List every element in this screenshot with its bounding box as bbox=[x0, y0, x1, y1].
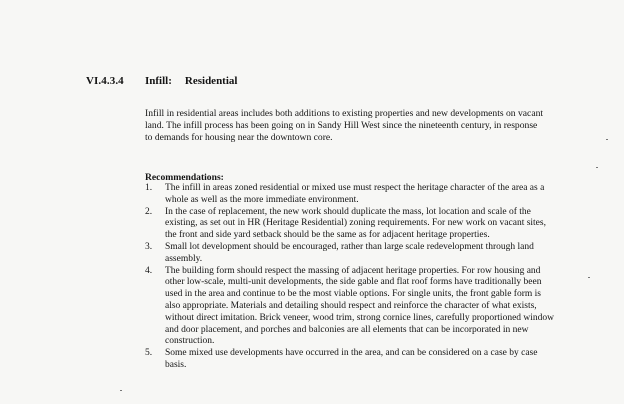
recommendation-item bbox=[145, 183, 555, 207]
recommendation-number: 2. bbox=[145, 206, 153, 217]
recommendation-text: Small lot development should be encouraged, rather than large scale redevelopment through land assembly. bbox=[165, 241, 534, 264]
section-subtitle: Residential bbox=[184, 75, 238, 87]
recommendation-number: 5. bbox=[145, 348, 153, 359]
scan-speck bbox=[606, 139, 608, 140]
recommendations-list bbox=[145, 183, 555, 372]
section-title-label: Infill: bbox=[145, 75, 172, 87]
scan-speck bbox=[588, 277, 590, 278]
recommendations-heading: Recommendations: bbox=[145, 172, 224, 183]
recommendation-text: Some mixed use developments have occurred in the area, and can be considered on a case by case basis. bbox=[165, 348, 538, 370]
recommendation-number: 4. bbox=[145, 265, 153, 276]
scan-speck bbox=[596, 167, 598, 168]
scan-speck bbox=[120, 390, 122, 391]
recommendation-item bbox=[145, 207, 555, 242]
recommendation-item bbox=[145, 348, 555, 372]
recommendation-number: 3. bbox=[145, 241, 153, 252]
recommendation-text: The building form should respect the massing of adjacent heritage properties. For row housing and other low-scale, multi-unit developments, the side gable and flat roof forms have traditionally been used in the area and continue to be the most viable options. For single units, the front gable form is also appropriate. Materials and detailing should respect and reinforce the character of what exists, without direct imitation. Brick veneer, wood trim, strong cornice lines, carefully proportioned window and door placement, and porches and balconies are all elements that can be incorporated in new construction. bbox=[165, 265, 555, 347]
recommendation-text: In the case of replacement, the new work should duplicate the mass, lot location and scale of the existing, as set out in HR (Heritage Residential) zoning requirements. For new work on vacant sites, the front and side yard setback should be the same as for adjacent heritage properties. bbox=[165, 206, 546, 241]
recommendation-item bbox=[145, 242, 555, 266]
intro-paragraph: Infill in residential areas includes both additions to existing properties and new developments on vacant land. The infill process has been going on in Sandy Hill West since the nineteenth century, in response to demands for housing near the downtown core. bbox=[145, 108, 544, 143]
recommendation-number: 1. bbox=[145, 183, 153, 193]
section-number: VI.4.3.4 bbox=[86, 75, 124, 87]
section-title bbox=[145, 75, 237, 87]
recommendation-text: The infill in areas zoned residential or mixed use must respect the heritage character of the area as a whole as well as the more immediate environment. bbox=[165, 183, 545, 205]
recommendation-item bbox=[145, 266, 555, 349]
